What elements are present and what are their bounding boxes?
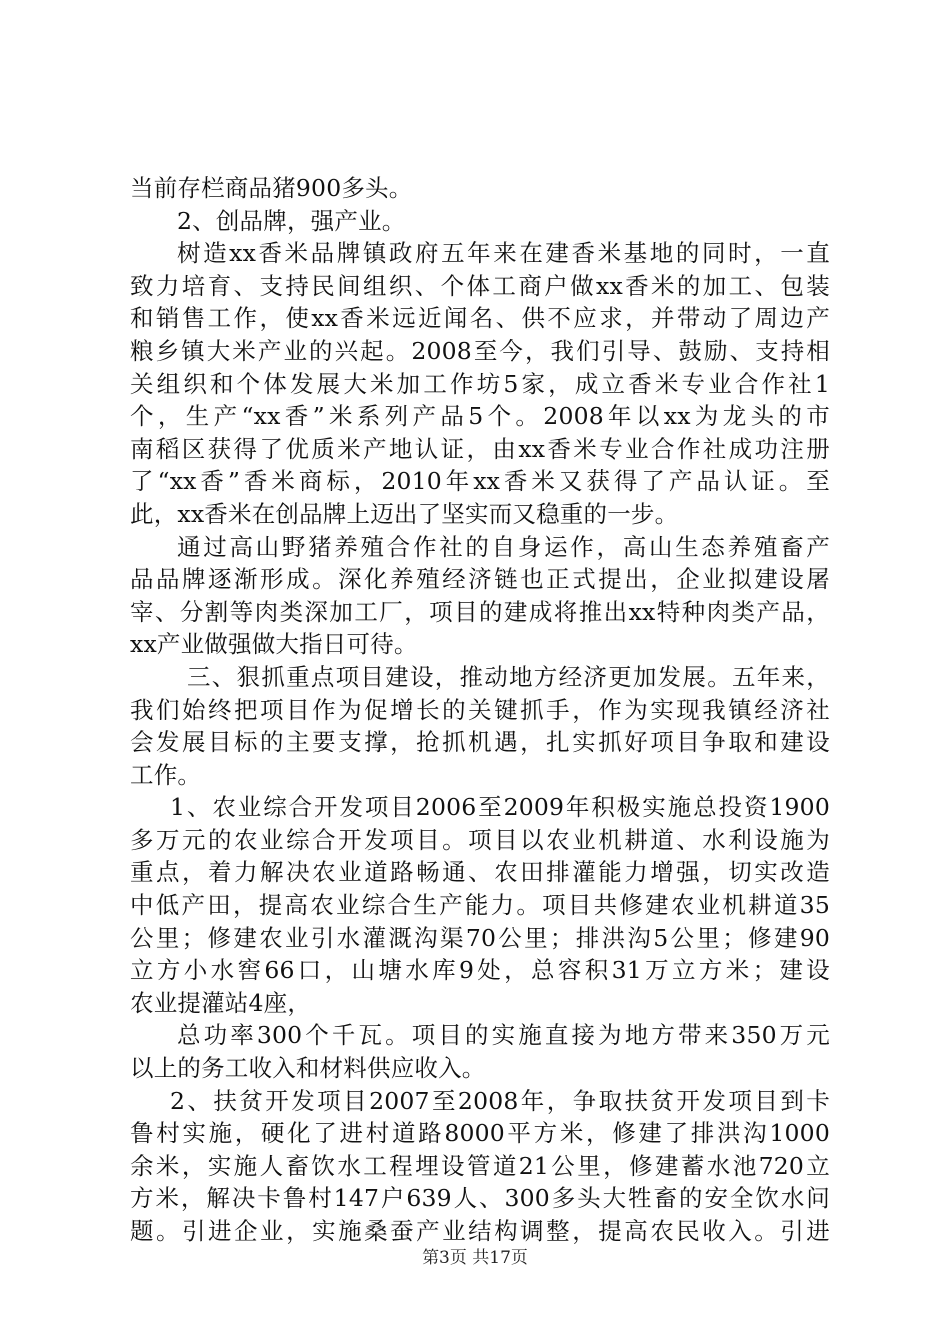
page-number-footer: 第3页 共17页 xyxy=(422,1248,528,1268)
text-line: 总功率300个千瓦。项目的实施直接为地方带来350万元 xyxy=(177,1021,830,1050)
section-heading: 三、狠抓重点项目建设，推动地方经济更加发展。五年来， xyxy=(187,662,830,691)
text-line: 致力培育、支持民间组织、个体工商户做xx香米的加工、包装 xyxy=(130,271,830,300)
text-line: 重点，着力解决农业道路畅通、农田排灌能力增强，切实改造 xyxy=(130,858,830,887)
text-line: 多万元的农业综合开发项目。项目以农业机耕道、水利设施为 xyxy=(130,825,830,854)
text-line: 我们始终把项目作为促增长的关键抓手，作为实现我镇经济社 xyxy=(130,695,830,724)
text-line: 会发展目标的主要支撑，抢抓机遇，扎实抓好项目争取和建设 xyxy=(130,728,830,757)
text-line: 树造xx香米品牌镇政府五年来在建香米基地的同时，一直 xyxy=(177,239,830,268)
text-line: 南稻区获得了优质米产地认证，由xx香米专业合作社成功注册 xyxy=(130,434,830,463)
text-line: 余米，实施人畜饮水工程埋设管道21公里，修建蓄水池720立 xyxy=(130,1151,830,1180)
text-line: 宰、分割等肉类深加工厂，项目的建成将推出xx特种肉类产品， xyxy=(130,597,830,626)
text-line: 关组织和个体发展大米加工作坊5家，成立香米专业合作社1 xyxy=(130,369,830,398)
text-line: 鲁村实施，硬化了进村道路8000平方米，修建了排洪沟1000 xyxy=(130,1119,830,1148)
text-line: 品品牌逐渐形成。深化养殖经济链也正式提出，企业拟建设屠 xyxy=(130,565,830,594)
text-line: 通过高山野猪养殖合作社的自身运作，高山生态养殖畜产 xyxy=(177,532,830,561)
text-line: 以上的务工收入和材料供应收入。 xyxy=(130,1054,486,1083)
section-heading: 2、创品牌，强产业。 xyxy=(177,206,406,235)
text-line: xx产业做强做大指日可待。 xyxy=(130,630,418,659)
text-line: 了“xx香”香米商标，2010年xx香米又获得了产品认证。至 xyxy=(130,467,830,496)
text-line: 公里；修建农业引水灌溉沟渠70公里；排洪沟5公里；修建90 xyxy=(130,923,830,952)
document-body xyxy=(130,172,830,1248)
text-line: 2、扶贫开发项目2007至2008年，争取扶贫开发项目到卡 xyxy=(170,1086,830,1115)
text-line: 1、农业综合开发项目2006至2009年积极实施总投资1900 xyxy=(170,793,830,822)
text-line: 个，生产“xx香”米系列产品5个。2008年以xx为龙头的市 xyxy=(130,402,830,431)
text-line: 和销售工作，使xx香米远近闻名、供不应求，并带动了周边产 xyxy=(130,304,830,333)
text-line: 工作。 xyxy=(130,760,202,789)
text-line: 粮乡镇大米产业的兴起。2008至今，我们引导、鼓励、支持相 xyxy=(130,336,830,365)
text-line: 方米，解决卡鲁村147户639人、300多头大牲畜的安全饮水问 xyxy=(130,1184,830,1213)
text-line: 立方小水窖66口，山塘水库9处，总容积31万立方米；建设 xyxy=(130,956,830,985)
text-line: 题。引进企业，实施桑蚕产业结构调整，提高农民收入。引进 xyxy=(130,1217,830,1245)
text-line: 农业提灌站4座， xyxy=(130,988,312,1017)
text-line: 中低产田，提高农业综合生产能力。项目共修建农业机耕道35 xyxy=(130,891,830,920)
text-line: 当前存栏商品猪900多头。 xyxy=(130,174,413,202)
text-line: 此，xx香米在创品牌上迈出了坚实而又稳重的一步。 xyxy=(130,499,679,528)
